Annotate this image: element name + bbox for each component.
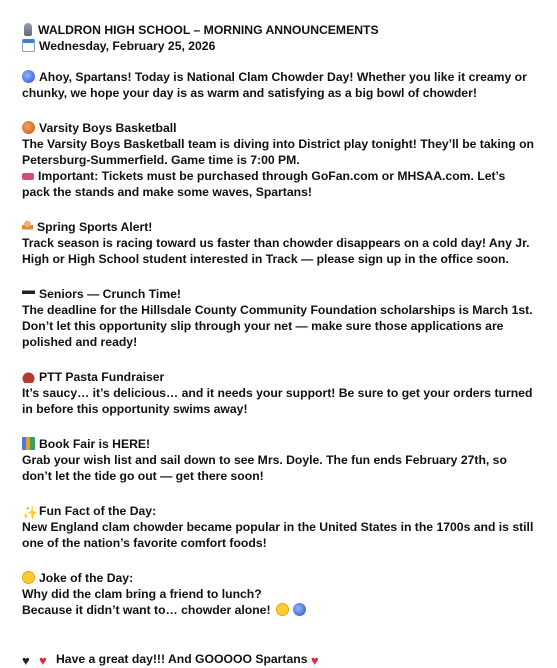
book-fair-section [22, 436, 533, 484]
books-icon [22, 437, 35, 450]
seniors-title: Seniors — Crunch Time! [39, 287, 181, 301]
graduation-cap-icon [22, 287, 35, 300]
ticket-icon [22, 173, 34, 180]
footer-line [22, 651, 533, 667]
laughing-face-icon [22, 571, 35, 584]
intro-section [22, 69, 533, 101]
red-heart-icon: ♥ [310, 653, 319, 668]
black-heart-icon: ♥ [22, 653, 30, 668]
pasta-pot-icon [22, 370, 35, 383]
calendar-icon [22, 39, 35, 52]
school-header [22, 22, 533, 38]
fun-fact-title: Fun Fact of the Day: [39, 504, 157, 518]
basketball-icon [22, 121, 35, 134]
joke-line-2: Because it didn’t want to… chowder alone! [22, 603, 271, 617]
book-fair-line-2: don’t let the tide go out — get there soon! [22, 469, 264, 483]
seniors-line-1: The deadline for the Hillsdale County Community Foundation scholarships is March 1st. [22, 303, 533, 317]
footer-text: Have a great day!!! And GOOOOO Spartans [56, 652, 308, 666]
red-heart-icon: ♥ [39, 653, 47, 668]
school-title: WALDRON HIGH SCHOOL – MORNING ANNOUNCEMENTS [38, 23, 379, 37]
basketball-line-2: Petersburg-Summerfield. Game time is 7:00 PM. [22, 153, 300, 167]
spring-sports-line-1: Track season is racing toward us faster than chowder disappears on a cold day! Any Jr. [22, 236, 530, 250]
basketball-title: Varsity Boys Basketball [39, 121, 177, 135]
fun-fact-section [22, 503, 533, 551]
book-fair-title: Book Fair is HERE! [39, 437, 151, 451]
basketball-line-1: The Varsity Boys Basketball team is diving into District play tonight! They’ll be taking on [22, 137, 534, 151]
joke-section [22, 570, 533, 618]
runner-icon [22, 220, 33, 233]
microphone-icon [24, 23, 32, 36]
sparkles-icon: ✨ [22, 505, 39, 520]
basketball-section [22, 120, 533, 200]
ptt-line-2: in before this opportunity swims away! [22, 402, 248, 416]
laughing-face-icon [276, 603, 289, 616]
seniors-section [22, 286, 533, 350]
intro-line-1: Ahoy, Spartans! Today is National Clam Chowder Day! Whether you like it creamy or [39, 70, 527, 84]
fun-fact-line-2: one of the nation’s favorite comfort foods! [22, 536, 267, 550]
spring-sports-title: Spring Sports Alert! [37, 220, 153, 234]
fun-fact-line-1: New England clam chowder became popular in the United States in the 1700s and is still [22, 520, 534, 534]
book-fair-line-1: Grab your wish list and sail down to see Mrs. Doyle. The fun ends February 27th, so [22, 453, 507, 467]
wave-icon [293, 603, 306, 616]
joke-title: Joke of the Day: [39, 571, 134, 585]
date-header [22, 38, 533, 54]
joke-line-1: Why did the clam bring a friend to lunch? [22, 587, 262, 601]
seniors-line-3: polished and ready! [22, 335, 138, 349]
announcement-date: Wednesday, February 25, 2026 [39, 39, 216, 53]
intro-line-2: chunky, we hope your day is as warm and satisfying as a big bowl of chowder! [22, 86, 477, 100]
ptt-line-1: It’s saucy… it’s delicious… and it needs your support! Be sure to get your orders turned [22, 386, 533, 400]
basketball-important-2: pack the stands and make some waves, Spartans! [22, 185, 312, 199]
wave-icon [22, 70, 35, 83]
spring-sports-line-2: High or High School student interested in Track — please sign up in the office soon. [22, 252, 509, 266]
basketball-important-1: Important: Tickets must be purchased through GoFan.com or MHSAA.com. Let’s [38, 169, 506, 183]
seniors-line-2: Don’t let this opportunity slip through your net — make sure those applications are [22, 319, 504, 333]
ptt-title: PTT Pasta Fundraiser [39, 370, 165, 384]
ptt-section [22, 369, 533, 417]
spring-sports-section [22, 219, 533, 267]
